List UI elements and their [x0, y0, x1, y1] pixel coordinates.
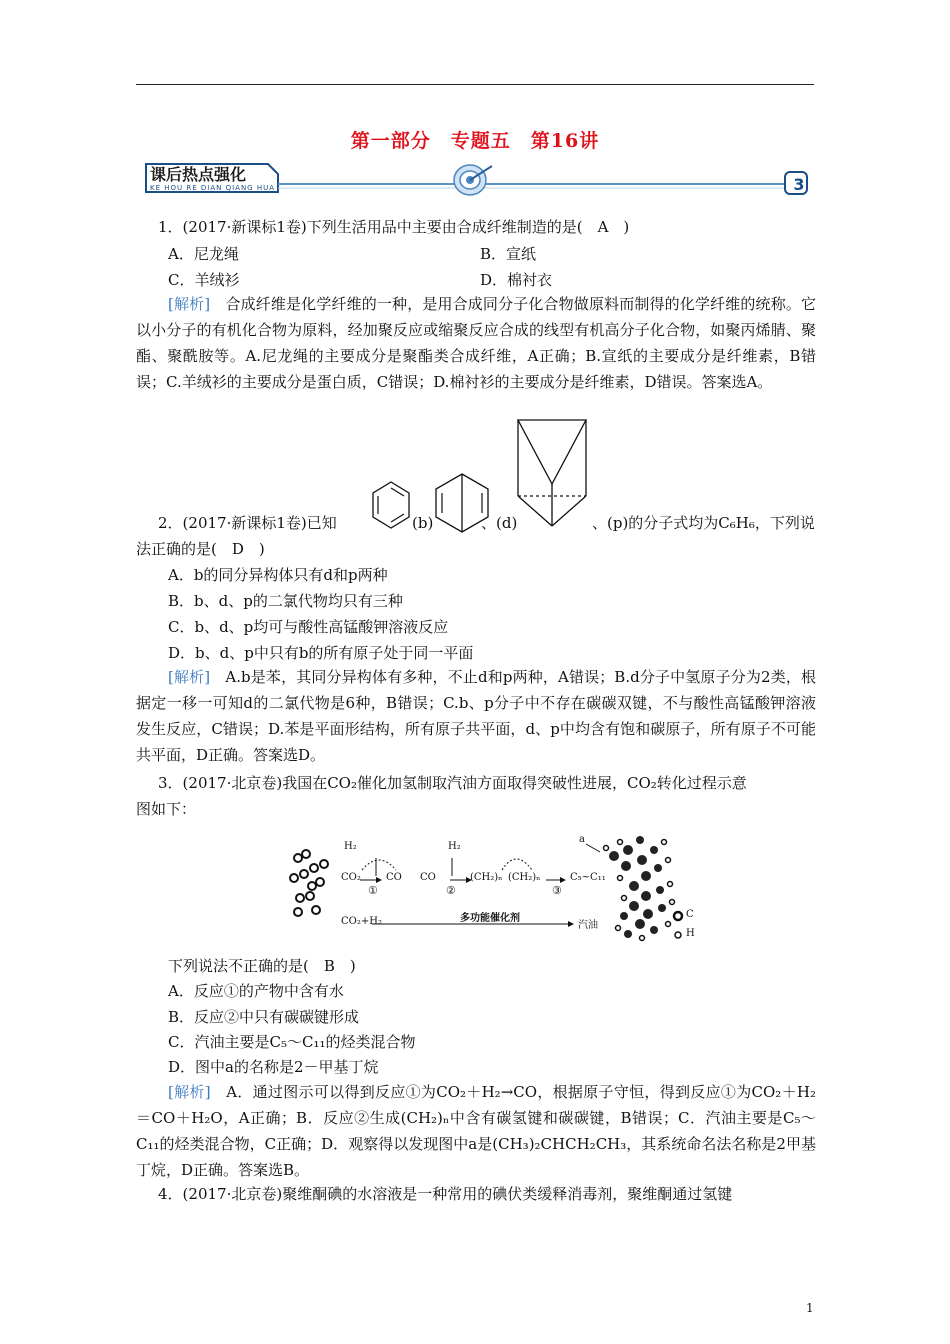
- diagram-legend-h: H: [686, 928, 695, 939]
- banner-number: 3: [793, 175, 805, 194]
- q3-option-b: B．反应②中只有碳碳键形成: [168, 1008, 360, 1026]
- q3-stem-cont: 图如下：: [136, 800, 197, 818]
- q2-label-d: 、(d): [481, 514, 518, 532]
- diagram-gasoline: 汽油: [578, 920, 598, 931]
- banner-label: 课后热点强化: [150, 165, 247, 184]
- q1-analysis: [136, 291, 816, 395]
- q3-option-a: A．反应①的产物中含有水: [168, 982, 344, 1000]
- q3-analysis: [136, 1079, 816, 1183]
- page-title: 第一部分 专题五 第16讲: [350, 130, 600, 152]
- diagram-co-b: CO: [420, 872, 436, 883]
- q2-option-d: D．b、d、p中只有b的所有原子处于同一平面: [168, 644, 474, 662]
- q2-analysis: [136, 664, 816, 768]
- diagram-h2-1: H₂: [344, 841, 357, 852]
- diagram-catalyst: 多功能催化剂: [460, 913, 520, 924]
- diagram-c5c11: C₅~C₁₁: [570, 872, 606, 883]
- q2-option-b: B．b、d、p的二氯代物均只有三种: [168, 592, 403, 610]
- analysis-text: 合成纤维是化学纤维的一种，是用合成同分子化合物做原料而制得的化学纤维的统称。它以小分子的有机化合物为原料，经加聚反应或缩聚反应合成的线型有机高分子化合物，如聚丙烯腈、聚酯、聚酰胺等。A.尼龙绳的主要成分是聚酯类合成纤维，A正确；B.宣纸的主要成分是纤维素，B错误；C.羊绒衫的主要成分是蛋白质，C错误；D.棉衬衫的主要成分是纤维素，D错误。答案选A。: [136, 295, 816, 391]
- diagram-step1: ①: [368, 884, 378, 897]
- analysis-text: A.b是苯，其同分异构体有多种，不止d和p两种，A错误；B.d分子中氢原子分为2类，根据定一移一可知d的二氯代物是6种，B错误；C.b、p分子中不存在碳碳双键，不与酸性高锰酸钾溶液发生反应，C错误；D.苯是平面形结构，所有原子共平面，d、p中均含有饱和碳原子，所有原子不可能共平面，D正确。答案选D。: [136, 668, 816, 764]
- q2-stem-start: 2．(2017·新课标1卷)已知: [158, 514, 337, 532]
- q1-option-a: A．尼龙绳: [168, 245, 239, 263]
- diagram-ch2n: (CH₂)ₙ: [470, 872, 503, 883]
- q2-stem-cont: 法正确的是( D ): [136, 540, 265, 558]
- prismane-p-structure: [512, 416, 592, 530]
- benzene-b-structure: [368, 478, 414, 534]
- q1-option-b: B．宣纸: [480, 245, 537, 263]
- analysis-tag: [解析]: [168, 1083, 211, 1101]
- analysis-tag: [解析]: [168, 295, 211, 313]
- diagram-ch2n-b: (CH₂)ₙ: [508, 872, 541, 883]
- diagram-co2-h2: CO₂+H₂: [341, 916, 382, 927]
- diagram-step3: ③: [552, 884, 562, 897]
- analysis-text: A．通过图示可以得到反应①为CO₂＋H₂→CO，根据原子守恒，得到反应①为CO₂＋H₂＝CO＋H₂O，A正确；B．反应②生成(CH₂)ₙ中含有碳氢键和碳碳键，B错误；C．汽油主要是C₅～C₁₁的烃类混合物，C正确；D．观察得以发现图中a是(CH₃)₂CHCH₂CH₃，其系统命名法名称是2甲基丁烷，D正确。答案选B。: [136, 1083, 816, 1179]
- q3-option-d: D．图中a的名称是2－甲基丁烷: [168, 1058, 379, 1076]
- q1-option-d: D．棉衬衣: [480, 271, 553, 289]
- diagram-co2: CO₂: [341, 872, 361, 883]
- page-number: 1: [806, 1301, 814, 1315]
- header-rule: [136, 84, 814, 85]
- q2-option-c: C．b、d、p均可与酸性高锰酸钾溶液反应: [168, 618, 449, 636]
- diagram-step2: ②: [446, 884, 456, 897]
- q2-option-a: A．b的同分异构体只有d和p两种: [168, 566, 388, 584]
- diagram-h2-2: H₂: [448, 841, 461, 852]
- q3-stem: 3．(2017·北京卷)我国在CO₂催化加氢制取汽油方面取得突破性进展，CO₂转化过程示意: [158, 774, 747, 792]
- diagram-legend-c: C: [686, 909, 694, 920]
- diagram-co: CO: [386, 872, 402, 883]
- diagram-label-a: a: [579, 834, 585, 845]
- q2-stem-end: 、(p)的分子式均为C₆H₆，下列说: [592, 514, 815, 532]
- co2-conversion-diagram: [284, 820, 714, 946]
- analysis-tag: [解析]: [168, 668, 211, 686]
- target-icon: [454, 165, 492, 195]
- q1-stem: 1．(2017·新课标1卷)下列生活用品中主要由合成纤维制造的是( A ): [158, 218, 630, 236]
- q3-option-c: C．汽油主要是C₅～C₁₁的烃类混合物: [168, 1033, 416, 1051]
- banner-pinyin: KE HOU RE DIAN QIANG HUA: [150, 184, 276, 192]
- q4-stem: 4．(2017·北京卷)聚维酮碘的水溶液是一种常用的碘伏类缓释消毒剂，聚维酮通过氢键: [158, 1185, 733, 1203]
- q2-label-b: (b): [412, 514, 434, 532]
- q1-option-c: C．羊绒衫: [168, 271, 240, 289]
- q3-ask: 下列说法不正确的是( B ): [168, 957, 356, 975]
